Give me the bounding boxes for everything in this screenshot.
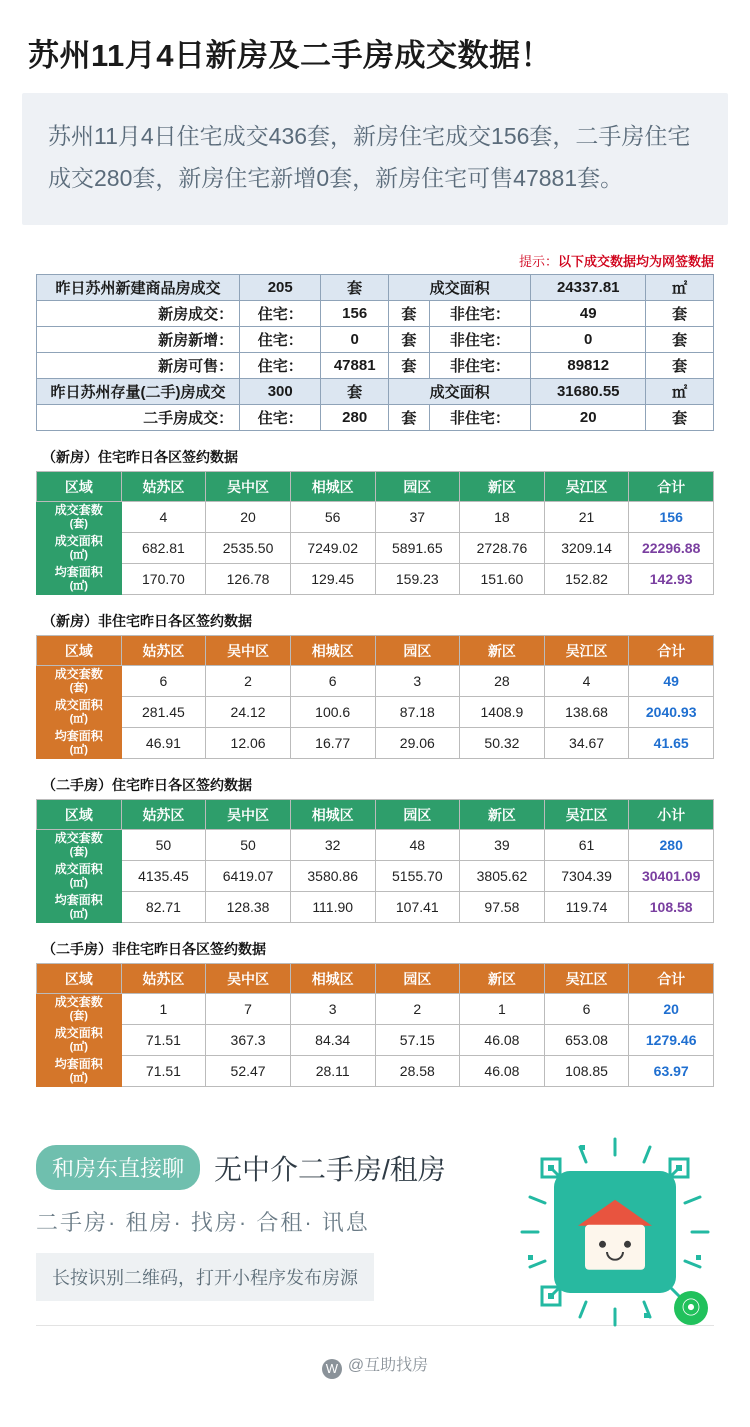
table-cell-total: 22296.88 [629, 533, 714, 564]
column-header: 相城区 [290, 636, 375, 666]
table-cell-total: 108.58 [629, 892, 714, 923]
cell-value: 0 [321, 327, 389, 353]
row-header-label: 成交面积 [54, 698, 103, 712]
table-cell: 2535.50 [206, 533, 291, 564]
promo-cta[interactable]: 长按识别二维码，打开小程序发布房源 [36, 1253, 374, 1301]
row-header [37, 1025, 122, 1056]
column-header: 吴中区 [206, 964, 291, 994]
promo-headline: 无中介二手房/租房 [214, 1153, 446, 1185]
table-row [37, 301, 714, 327]
row-header-label: 均套面积 [54, 565, 103, 579]
data-source-hint [0, 251, 714, 270]
table-cell: 151.60 [460, 564, 545, 595]
table-header-row [37, 800, 714, 830]
weibo-icon: W [322, 1359, 342, 1379]
column-header: 小计 [629, 800, 714, 830]
table-cell: 4135.45 [121, 861, 206, 892]
section-title: （新房）住宅昨日各区签约数据 [42, 449, 238, 465]
footer [0, 1352, 750, 1397]
house-icon [578, 1200, 652, 1270]
table-header-row [37, 472, 714, 502]
row-header-unit: (㎡) [69, 1041, 88, 1053]
column-header: 姑苏区 [121, 964, 206, 994]
cell-label: 二手房成交： [37, 405, 240, 431]
table-cell: 7 [206, 994, 291, 1025]
row-header [37, 994, 122, 1025]
summary-text: 苏州11月4日住宅成交436套，新房住宅成交156套，二手房住宅成交280套，新房住宅新增0套，新房住宅可售47881套。 [48, 123, 691, 191]
district-table-section [36, 775, 714, 923]
row-header-label: 均套面积 [54, 729, 103, 743]
column-header: 吴中区 [206, 800, 291, 830]
cell-label: 成交面积 [389, 275, 531, 301]
table-cell-total: 63.97 [629, 1056, 714, 1087]
row-header [37, 502, 122, 533]
section-title: （新房）非住宅昨日各区签约数据 [42, 613, 252, 629]
district-table [36, 635, 714, 759]
section-title: （二手房）住宅昨日各区签约数据 [42, 777, 252, 793]
table-row [37, 861, 714, 892]
column-header: 园区 [375, 472, 460, 502]
column-header: 新区 [460, 964, 545, 994]
table-cell-total: 49 [629, 666, 714, 697]
column-header-region: 区域 [37, 636, 122, 666]
table-cell-total: 20 [629, 994, 714, 1025]
cell-value: 205 [240, 275, 321, 301]
table-cell: 159.23 [375, 564, 460, 595]
cell-unit: 套 [646, 405, 714, 431]
column-header-region: 区域 [37, 964, 122, 994]
district-table [36, 471, 714, 595]
row-header-label: 成交面积 [54, 534, 103, 548]
cell-label: 昨日苏州新建商品房成交 [37, 275, 240, 301]
hint-label: 提示： [518, 254, 558, 269]
column-header: 相城区 [290, 964, 375, 994]
cell-unit: 套 [389, 405, 430, 431]
table-cell: 107.41 [375, 892, 460, 923]
table-cell: 28.11 [290, 1056, 375, 1087]
cell-sublabel: 住宅： [240, 301, 321, 327]
column-header: 吴江区 [544, 636, 629, 666]
table-cell: 3209.14 [544, 533, 629, 564]
table-header-row [37, 636, 714, 666]
column-header: 园区 [375, 800, 460, 830]
table-cell-total: 30401.09 [629, 861, 714, 892]
row-header-label: 成交面积 [54, 1026, 103, 1040]
row-header-label: 成交套数 [54, 831, 103, 845]
page-title: 苏州11月4日新房及二手房成交数据！ [28, 38, 553, 73]
row-header-unit: (㎡) [69, 908, 88, 920]
row-header [37, 533, 122, 564]
table-cell: 32 [290, 830, 375, 861]
table-cell: 2 [375, 994, 460, 1025]
table-row [37, 353, 714, 379]
table-cell: 50 [206, 830, 291, 861]
cell-label: 新房成交： [37, 301, 240, 327]
table-cell: 5891.65 [375, 533, 460, 564]
cell-unit: 套 [389, 327, 430, 353]
table-cell: 56 [290, 502, 375, 533]
table-cell: 111.90 [290, 892, 375, 923]
table-cell: 34.67 [544, 728, 629, 759]
row-header-unit: (㎡) [69, 549, 88, 561]
cell-unit: 套 [646, 327, 714, 353]
table-row [37, 405, 714, 431]
row-header-label: 均套面积 [54, 1057, 103, 1071]
table-cell: 170.70 [121, 564, 206, 595]
table-cell: 50.32 [460, 728, 545, 759]
table-cell: 3 [290, 994, 375, 1025]
row-header-unit: (套) [69, 846, 88, 858]
column-header: 新区 [460, 472, 545, 502]
cell-unit: ㎡ [646, 379, 714, 405]
section-title: （二手房）非住宅昨日各区签约数据 [42, 941, 266, 957]
district-table [36, 799, 714, 923]
row-header-unit: (套) [69, 682, 88, 694]
cell-unit: 套 [646, 353, 714, 379]
column-header: 吴江区 [544, 964, 629, 994]
column-header-region: 区域 [37, 472, 122, 502]
district-tables [0, 447, 750, 1087]
table-cell: 61 [544, 830, 629, 861]
row-header-label: 成交套数 [54, 995, 103, 1009]
table-cell: 3 [375, 666, 460, 697]
cell-value: 89812 [531, 353, 646, 379]
row-header [37, 564, 122, 595]
cell-unit: 套 [321, 379, 389, 405]
table-row [37, 1056, 714, 1087]
main-summary-table [36, 274, 714, 431]
column-header: 姑苏区 [121, 800, 206, 830]
table-cell: 119.74 [544, 892, 629, 923]
cell-unit: 套 [389, 301, 430, 327]
table-cell: 3805.62 [460, 861, 545, 892]
row-header-unit: (㎡) [69, 713, 88, 725]
table-cell: 126.78 [206, 564, 291, 595]
main-summary-table-wrap [36, 274, 714, 431]
table-cell: 71.51 [121, 1056, 206, 1087]
cell-value: 20 [531, 405, 646, 431]
table-row [37, 666, 714, 697]
column-header: 相城区 [290, 800, 375, 830]
table-cell: 6 [544, 994, 629, 1025]
table-row [37, 533, 714, 564]
column-header: 园区 [375, 636, 460, 666]
promo-tags: 二手房· 租房· 找房· 合租· 讯息 [36, 1210, 370, 1235]
table-cell: 4 [544, 666, 629, 697]
table-cell: 3580.86 [290, 861, 375, 892]
table-cell: 1408.9 [460, 697, 545, 728]
table-cell-total: 142.93 [629, 564, 714, 595]
table-header-row [37, 964, 714, 994]
table-cell: 46.91 [121, 728, 206, 759]
mini-program-icon: ⦿ [674, 1291, 708, 1325]
row-header-unit: (㎡) [69, 1072, 88, 1084]
cell-unit: 套 [646, 301, 714, 327]
table-cell-total: 156 [629, 502, 714, 533]
cell-sublabel: 住宅： [240, 353, 321, 379]
table-cell: 18 [460, 502, 545, 533]
column-header: 新区 [460, 636, 545, 666]
table-cell: 24.12 [206, 697, 291, 728]
row-header [37, 697, 122, 728]
row-header [37, 861, 122, 892]
table-cell: 20 [206, 502, 291, 533]
column-header: 姑苏区 [121, 472, 206, 502]
table-cell: 108.85 [544, 1056, 629, 1087]
row-header [37, 830, 122, 861]
cell-sublabel: 住宅： [240, 405, 321, 431]
table-cell: 6 [290, 666, 375, 697]
promo-pill: 和房东直接聊 [36, 1145, 200, 1190]
table-cell: 48 [375, 830, 460, 861]
table-cell: 29.06 [375, 728, 460, 759]
column-header: 合计 [629, 472, 714, 502]
column-header: 园区 [375, 964, 460, 994]
cell-value: 47881 [321, 353, 389, 379]
table-row [37, 275, 714, 301]
table-cell: 97.58 [460, 892, 545, 923]
cell-value: 31680.55 [531, 379, 646, 405]
table-cell: 4 [121, 502, 206, 533]
table-cell: 37 [375, 502, 460, 533]
table-cell: 129.45 [290, 564, 375, 595]
cell-sublabel: 非住宅： [429, 301, 531, 327]
table-cell: 152.82 [544, 564, 629, 595]
table-cell-total: 2040.93 [629, 697, 714, 728]
table-cell-total: 1279.46 [629, 1025, 714, 1056]
table-cell: 7249.02 [290, 533, 375, 564]
row-header-unit: (㎡) [69, 877, 88, 889]
table-cell-total: 280 [629, 830, 714, 861]
table-row [37, 697, 714, 728]
table-cell: 28.58 [375, 1056, 460, 1087]
row-header-unit: (套) [69, 1010, 88, 1022]
cell-value: 156 [321, 301, 389, 327]
cell-sublabel: 非住宅： [429, 327, 531, 353]
table-cell: 6 [121, 666, 206, 697]
district-table-section [36, 611, 714, 759]
row-header-unit: (㎡) [69, 580, 88, 592]
table-cell: 52.47 [206, 1056, 291, 1087]
cell-sublabel: 非住宅： [429, 353, 531, 379]
table-row [37, 327, 714, 353]
cell-sublabel: 非住宅： [429, 405, 531, 431]
table-row [37, 564, 714, 595]
table-cell: 138.68 [544, 697, 629, 728]
summary-panel [22, 93, 728, 225]
cell-value: 0 [531, 327, 646, 353]
column-header-region: 区域 [37, 800, 122, 830]
row-header-unit: (套) [69, 518, 88, 530]
table-cell: 2 [206, 666, 291, 697]
table-cell: 7304.39 [544, 861, 629, 892]
cell-unit: 套 [321, 275, 389, 301]
table-cell: 57.15 [375, 1025, 460, 1056]
table-cell: 82.71 [121, 892, 206, 923]
qr-code[interactable] [520, 1137, 710, 1327]
table-cell: 682.81 [121, 533, 206, 564]
district-table [36, 963, 714, 1087]
row-header [37, 666, 122, 697]
table-cell: 367.3 [206, 1025, 291, 1056]
table-row [37, 728, 714, 759]
row-header-label: 均套面积 [54, 893, 103, 907]
row-header-label: 成交面积 [54, 862, 103, 876]
column-header: 新区 [460, 800, 545, 830]
table-cell: 50 [121, 830, 206, 861]
table-cell: 71.51 [121, 1025, 206, 1056]
column-header: 吴中区 [206, 472, 291, 502]
column-header: 吴江区 [544, 800, 629, 830]
table-cell: 12.06 [206, 728, 291, 759]
table-cell: 128.38 [206, 892, 291, 923]
qr-center-logo [554, 1171, 676, 1293]
row-header [37, 892, 122, 923]
table-cell: 39 [460, 830, 545, 861]
table-cell: 28 [460, 666, 545, 697]
column-header: 合计 [629, 636, 714, 666]
cell-sublabel: 住宅： [240, 327, 321, 353]
cell-label: 新房新增： [37, 327, 240, 353]
table-cell: 5155.70 [375, 861, 460, 892]
row-header-label: 成交套数 [54, 667, 103, 681]
column-header: 合计 [629, 964, 714, 994]
row-header-unit: (㎡) [69, 744, 88, 756]
table-cell-total: 41.65 [629, 728, 714, 759]
column-header: 姑苏区 [121, 636, 206, 666]
district-table-section [36, 447, 714, 595]
table-cell: 46.08 [460, 1056, 545, 1087]
row-header [37, 728, 122, 759]
table-row [37, 379, 714, 405]
table-cell: 281.45 [121, 697, 206, 728]
table-row [37, 892, 714, 923]
column-header: 吴中区 [206, 636, 291, 666]
row-header [37, 1056, 122, 1087]
table-cell: 84.34 [290, 1025, 375, 1056]
table-cell: 87.18 [375, 697, 460, 728]
table-cell: 1 [121, 994, 206, 1025]
cell-unit: ㎡ [646, 275, 714, 301]
hint-text: 以下成交数据均为网签数据 [557, 254, 714, 269]
table-cell: 16.77 [290, 728, 375, 759]
cell-value: 280 [321, 405, 389, 431]
cell-value: 300 [240, 379, 321, 405]
table-cell: 100.6 [290, 697, 375, 728]
row-header-label: 成交套数 [54, 503, 103, 517]
cell-label: 成交面积 [389, 379, 531, 405]
table-cell: 1 [460, 994, 545, 1025]
cell-unit: 套 [389, 353, 430, 379]
table-row [37, 502, 714, 533]
column-header: 相城区 [290, 472, 375, 502]
table-cell: 2728.76 [460, 533, 545, 564]
table-row [37, 994, 714, 1025]
column-header: 吴江区 [544, 472, 629, 502]
table-row [37, 1025, 714, 1056]
cell-label: 新房可售： [37, 353, 240, 379]
table-cell: 46.08 [460, 1025, 545, 1056]
cell-label: 昨日苏州存量(二手)房成交 [37, 379, 240, 405]
table-cell: 6419.07 [206, 861, 291, 892]
promo-banner [0, 1127, 750, 1317]
footer-account[interactable]: @互助找房 [347, 1357, 429, 1374]
cell-value: 24337.81 [531, 275, 646, 301]
district-table-section [36, 939, 714, 1087]
cell-value: 49 [531, 301, 646, 327]
table-row [37, 830, 714, 861]
table-cell: 653.08 [544, 1025, 629, 1056]
table-cell: 21 [544, 502, 629, 533]
